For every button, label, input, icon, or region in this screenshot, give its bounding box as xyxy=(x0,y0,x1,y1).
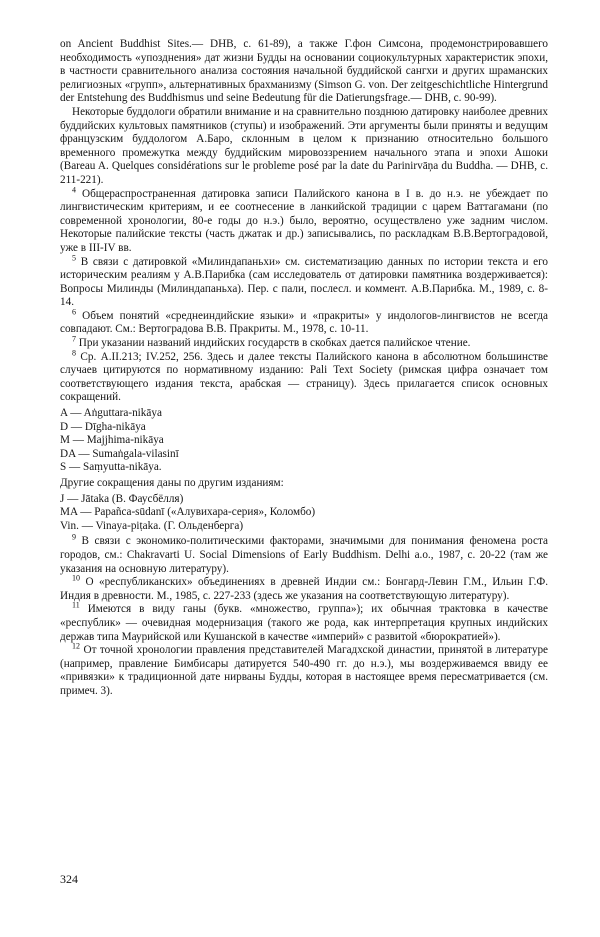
footnote-number: 10 xyxy=(72,573,80,583)
footnote-number: 7 xyxy=(72,334,76,344)
footnote xyxy=(60,184,549,256)
footnote-text: Общераспространенная датировка записи Палийского канона в I в. до н.э. не убеждает по лингвистическим критериям, и ее соотнесение в ланкийской традиции с царем Ваттагамани (по современной хронологии, 80-е годы до н.э.) было, вероятно, осуществлено уже задним числом. Некоторые палийские тексты (часть джатак и др.) записывались, по раскладкам В.В.Вертоградовой, уже в III-IV вв. xyxy=(60,187,549,254)
footnote xyxy=(60,334,548,351)
abbreviation-item: DA — Sumaṅgala-vilasinī xyxy=(60,447,179,460)
footnote-text: В связи с экономико-политическими факторами, значимыми для понимания феномена роста городов, см.: Chakravarti U. Social Dimensions of Early Buddhism. Delhi a.o., 1987, c. 20-22 (там же указания на основную литературу). xyxy=(60,535,548,575)
page-text xyxy=(60,38,548,699)
abbreviation-item: MA — Papañca-sūdanī («Алувихара-серия», Коломбо) xyxy=(60,506,316,519)
footnote-text: От точной хронологии правления представителей Магадхской династии, принятой в литературе (например, правление Бимбисары датируется 540-490 гг. до н.э.), мы воздерживаемся ввиду ее «привязки» к традиционной дате нирваны Будды, которая в настоящее время пересматривается (см. примеч. 3). xyxy=(60,644,549,697)
footnote-text: О «республиканских» объединениях в древней Индии см.: Бонгард-Левин Г.М., Ильин Г.Ф. Индия в древности. М., 1985, с. 227-233 (здесь же указания на соответствующую литературу). xyxy=(60,576,549,602)
other-abbreviation-list xyxy=(60,493,548,534)
footnote-number: 5 xyxy=(72,252,76,262)
abbreviation-list xyxy=(60,407,548,475)
abbreviation-item: A — Aṅguttara-nikāya xyxy=(60,407,162,420)
abbreviation-item: Vin. — Vinaya-piṭaka. (Г. Ольденберга) xyxy=(60,519,244,532)
abbreviation-item: M — Majjhima-nikāya xyxy=(60,434,164,447)
second-paragraph: Некоторые буддологи обратили внимание и на сравнительно позднюю датировку наиболее древних буддийских культовых памятников (ступы) и изображений. Эти аргументы были приняты и ведущим французским буддологом А.Баро, склонным в целом к признанию относительно большого временного промежутка между буддийским мировоззрением начального этапа и эпохи Ашоки (Bareau A. Quelques considérations sur le probleme posé par la date du Parinirvāņa du Buddha. — DHB, c. 211-221). xyxy=(60,105,548,186)
footnote-number: 8 xyxy=(72,347,76,357)
footnote-number: 9 xyxy=(72,532,76,542)
footnote-text: В связи с датировкой «Милиндапаньхи» см. систематизацию данных по истории текста и его историческим реалиям у А.В.Парибка (сам исследователь от датировки памятника воздерживается): Вопросы Милинды (Милиндапаньха). Пер. с пали, послесл. и коммент. А.В.Парибка. М., 1989, с. 8-14. xyxy=(60,255,548,309)
intro-paragraph: on Ancient Buddhist Sites.— DHB, c. 61-89), а также Г.фон Симсона, продемонстрировавшего необходимость «упозднения» дат жизни Будды на основании социокультурных характеристик эпохи, в частности сравнительного анализа состояния начальной буддийской сангхи и других шраманских религиозных «групп», альтернативных брахманизму (Simson G. von. Der zeitgeschichtliche Hintergrund der Entstehung des Buddhismus und seine Bedeutung für die Datierungsfrage.— DHB, c. 90-99). xyxy=(60,38,548,105)
footnote xyxy=(60,347,549,405)
footnote-text: Имеются в виду ганы (букв. «множество, группа»); их обычная трактовка в качестве «республик» — очевидная модернизация (такого же рода, как интерпретация крупных индийских держав типа Маурийской или Кушанской в качестве «империй» с развитой «бюрократией»). xyxy=(60,603,548,643)
footnote-text: Объем понятий «среднеиндийские языки» и «пракриты» у индологов-лингвистов не всегда совпадают. См.: Вертоградова В.В. Пракриты. М., 1978, с. 10-11. xyxy=(60,309,549,336)
footnote xyxy=(60,252,548,310)
footnote-number: 12 xyxy=(72,641,80,651)
footnote-number: 6 xyxy=(72,307,76,317)
footnote xyxy=(60,641,549,698)
abbreviation-item: D — Dīgha-nikāya xyxy=(60,420,146,433)
footnote-number: 11 xyxy=(72,600,80,610)
footnote xyxy=(60,600,548,644)
abbreviation-item: S — Saṃyutta-nikāya. xyxy=(60,461,162,474)
footnote xyxy=(60,532,548,576)
footnote-text: Ср. A.II.213; IV.252, 256. Здесь и далее тексты Палийского канона в абсолютном большинстве случаев цитируются по нормативному изданию: Pali Text Society (римская цифра означает том соответствующего издания текста, арабская — страницу). Здесь прилагается список основных сокращений. xyxy=(60,350,549,404)
abbreviation-item: J — Jātaka (В. Фаусбёлля) xyxy=(60,492,184,505)
footnote xyxy=(60,573,549,603)
page-number: 324 xyxy=(60,872,78,886)
other-abbreviations-heading: Другие сокращения даны по другим изданиям: xyxy=(60,477,284,489)
footnote xyxy=(60,307,549,337)
footnote-number: 4 xyxy=(72,184,76,194)
footnote-text: При указании названий индийских государств в скобках дается палийское чтение. xyxy=(78,337,471,350)
